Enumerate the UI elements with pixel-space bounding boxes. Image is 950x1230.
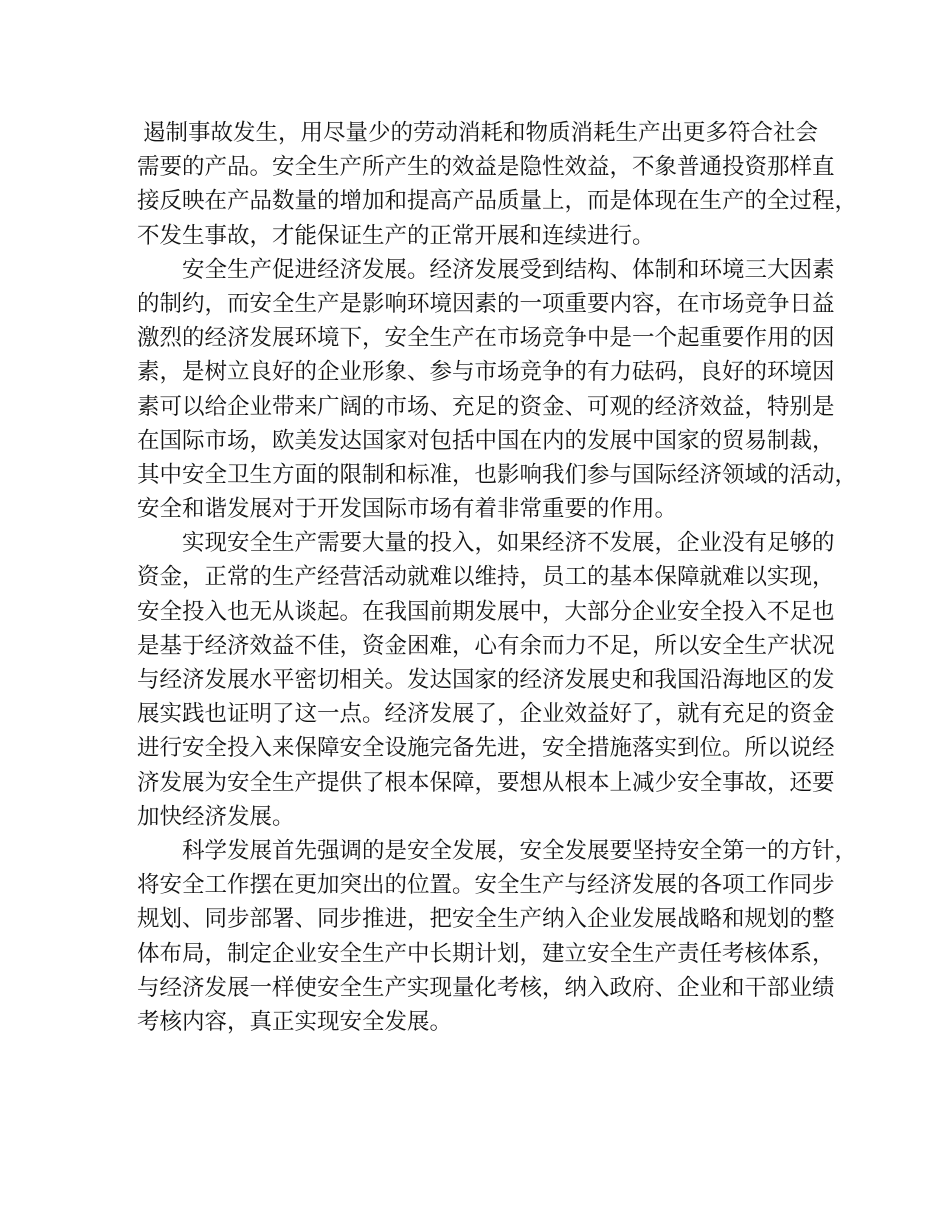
text-line: 安全和谐发展对于开发国际市场有着非常重要的作用。	[137, 496, 678, 523]
paragraph-3	[137, 526, 835, 834]
text-line: 与经济发展一样使安全生产实现量化考核，纳入政府、企业和干部业绩	[137, 974, 835, 1001]
text-line: 科学发展首先强调的是安全发展，安全发展要坚持安全第一的方针，	[182, 837, 858, 864]
text-line: 在国际市场，欧美发达国家对包括中国在内的发展中国家的贸易制裁，	[137, 427, 835, 454]
text-line: 资金，正常的生产经营活动就难以维持，员工的基本保障就难以实现，	[137, 564, 835, 591]
text-line: 是基于经济效益不佳，资金困难，心有余而力不足，所以安全生产状况	[137, 632, 835, 659]
text-line: 济发展为安全生产提供了根本保障，要想从根本上减少安全事故，还要	[137, 769, 835, 796]
text-line: 不发生事故，才能保证生产的正常开展和连续进行。	[137, 222, 655, 249]
text-line: 需要的产品。安全生产所产生的效益是隐性效益，不象普通投资那样直	[137, 154, 835, 181]
text-line: 安全生产促进经济发展。经济发展受到结构、体制和环境三大因素	[182, 256, 835, 283]
document-page	[137, 116, 858, 1039]
text-line: 其中安全卫生方面的限制和标准，也影响我们参与国际经济领域的活动，	[137, 461, 858, 488]
text-line: 接反映在产品数量的增加和提高产品质量上，而是体现在生产的全过程，	[137, 188, 858, 215]
text-line: 激烈的经济发展环境下，安全生产在市场竞争中是一个起重要作用的因	[137, 325, 835, 352]
text-line: 素，是树立良好的企业形象、参与市场竞争的有力砝码，良好的环境因	[137, 359, 835, 386]
text-line: 实现安全生产需要大量的投入，如果经济不发展，企业没有足够的	[182, 530, 835, 557]
text-line: 与经济发展水平密切相关。发达国家的经济发展史和我国沿海地区的发	[137, 667, 835, 693]
text-line: 展实践也证明了这一点。经济发展了，企业效益好了，就有充足的资金	[137, 701, 835, 728]
text-line: 素可以给企业带来广阔的市场、充足的资金、可观的经济效益，特别是	[137, 393, 835, 420]
paragraph-2	[137, 253, 858, 527]
text-line: 安全投入也无从谈起。在我国前期发展中，大部分企业安全投入不足也	[137, 598, 835, 625]
text-line: 进行安全投入来保障安全设施完备先进，安全措施落实到位。所以说经	[137, 735, 835, 762]
text-line: 体布局，制定企业安全生产中长期计划，建立安全生产责任考核体系，	[137, 940, 835, 967]
text-line: 遏制事故发生，用尽量少的劳动消耗和物质消耗生产出更多符合社会	[143, 120, 819, 146]
text-line: 考核内容，真正实现安全发展。	[137, 1008, 453, 1035]
text-line: 规划、同步部署、同步推进，把安全生产纳入企业发展战略和规划的整	[137, 906, 835, 933]
paragraph-1	[137, 116, 858, 253]
text-line: 将安全工作摆在更加突出的位置。安全生产与经济发展的各项工作同步	[137, 872, 835, 899]
paragraph-4	[137, 834, 858, 1039]
text-line: 的制约，而安全生产是影响环境因素的一项重要内容，在市场竞争日益	[137, 290, 835, 317]
text-line: 加快经济发展。	[137, 803, 295, 830]
